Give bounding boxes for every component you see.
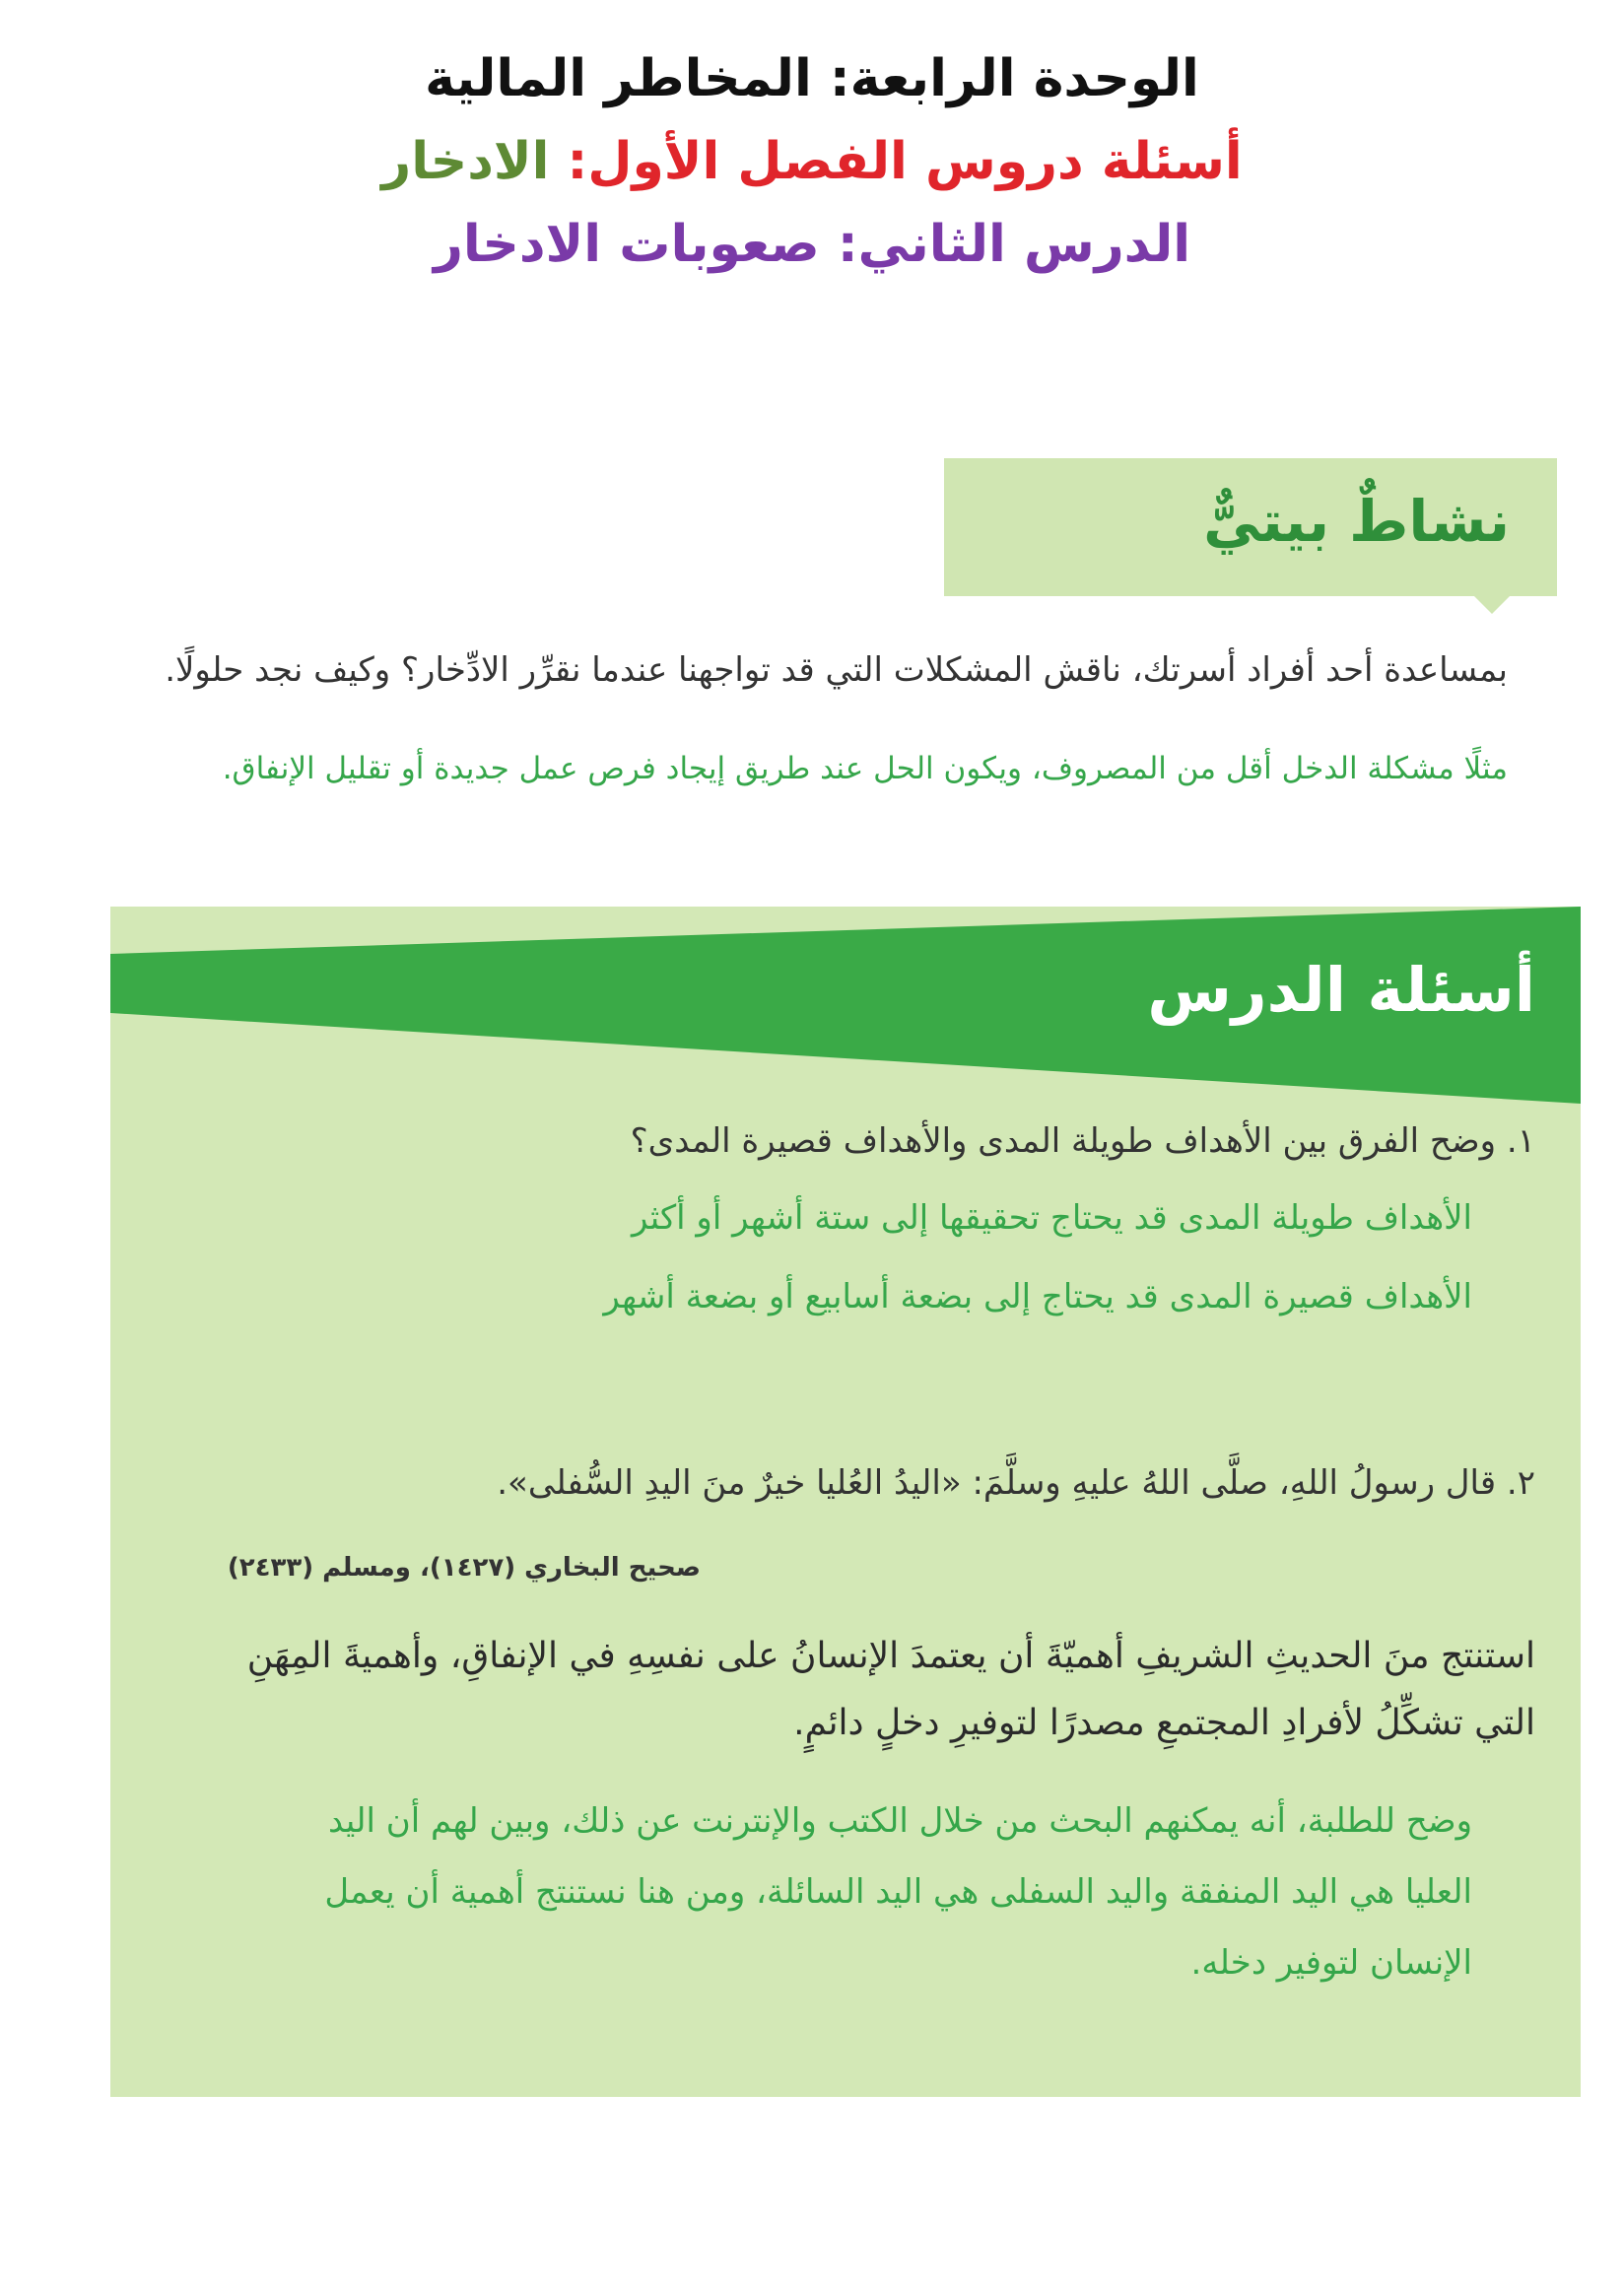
question-2	[497, 1463, 1535, 1503]
question-1-number: ١.	[1506, 1121, 1535, 1161]
hadith-source: صحيح البخاري (١٤٢٧)، ومسلم (٢٤٣٣)	[227, 1553, 701, 1583]
lesson-questions-panel	[110, 907, 1581, 2097]
chapter-title	[0, 120, 1624, 203]
question-2-number: ٢.	[1506, 1463, 1535, 1503]
home-activity-title: نشاطٌ بيتيٌّ	[1203, 488, 1510, 555]
activity-prompt: بمساعدة أحد أفراد أسرتك، ناقش المشكلات التي قد تواجهنا عندما نقرِّر الادِّخار؟ وكيف نجد حلولًا.	[165, 650, 1508, 690]
question-2-answer-line: وضح للطلبة، أنه يمكنهم البحث من خلال الكتب والإنترنت عن ذلك، وبين لهم أن اليد	[328, 1801, 1472, 1841]
question-2-body-line: التي تشكِّلُ لأفرادِ المجتمعِ مصدرًا لتوفيرِ دخلٍ دائمٍ.	[793, 1703, 1535, 1743]
unit-title: الوحدة الرابعة: المخاطر المالية	[425, 49, 1199, 108]
question-2-answer-line: العليا هي اليد المنفقة واليد السفلى هي اليد السائلة، ومن هنا نستنتج أهمية أن يعمل	[324, 1872, 1472, 1912]
question-1-answer-line: الأهداف قصيرة المدى قد يحتاج إلى بضعة أسابيع أو بضعة أشهر	[603, 1277, 1472, 1316]
lesson-name: صعوبات الادخار	[433, 215, 820, 274]
question-2-hadith: قال رسولُ اللهِ، صلَّى اللهُ عليهِ وسلَّمَ: «اليدُ العُليا خيرٌ منَ اليدِ السُّفلى».	[497, 1463, 1497, 1503]
chapter-name: الادخار	[381, 132, 550, 191]
home-activity-box	[944, 458, 1557, 596]
lesson-questions-title: أسئلة الدرس	[1147, 954, 1535, 1026]
page-header	[0, 37, 1624, 286]
question-1-answer-line: الأهداف طويلة المدى قد يحتاج تحقيقها إلى ستة أشهر أو أكثر	[631, 1198, 1472, 1238]
lesson-title	[0, 203, 1624, 286]
question-1-text: وضح الفرق بين الأهداف طويلة المدى والأهداف قصيرة المدى؟	[630, 1121, 1497, 1161]
question-2-body-line: استنتج منَ الحديثِ الشريفِ أهميّةَ أن يعتمدَ الإنسانُ على نفسِهِ في الإنفاقِ، وأهميةَ المِهَنِ	[246, 1636, 1535, 1676]
chapter-prefix: أسئلة دروس الفصل الأول:	[567, 132, 1243, 191]
question-1	[631, 1121, 1535, 1161]
activity-answer: مثلًا مشكلة الدخل أقل من المصروف، ويكون الحل عند طريق إيجاد فرص عمل جديدة أو تقليل الإنفاق.	[222, 751, 1508, 786]
question-2-answer-line: الإنسان لتوفير دخله.	[1190, 1943, 1472, 1983]
lesson-prefix: الدرس الثاني:	[837, 215, 1191, 274]
